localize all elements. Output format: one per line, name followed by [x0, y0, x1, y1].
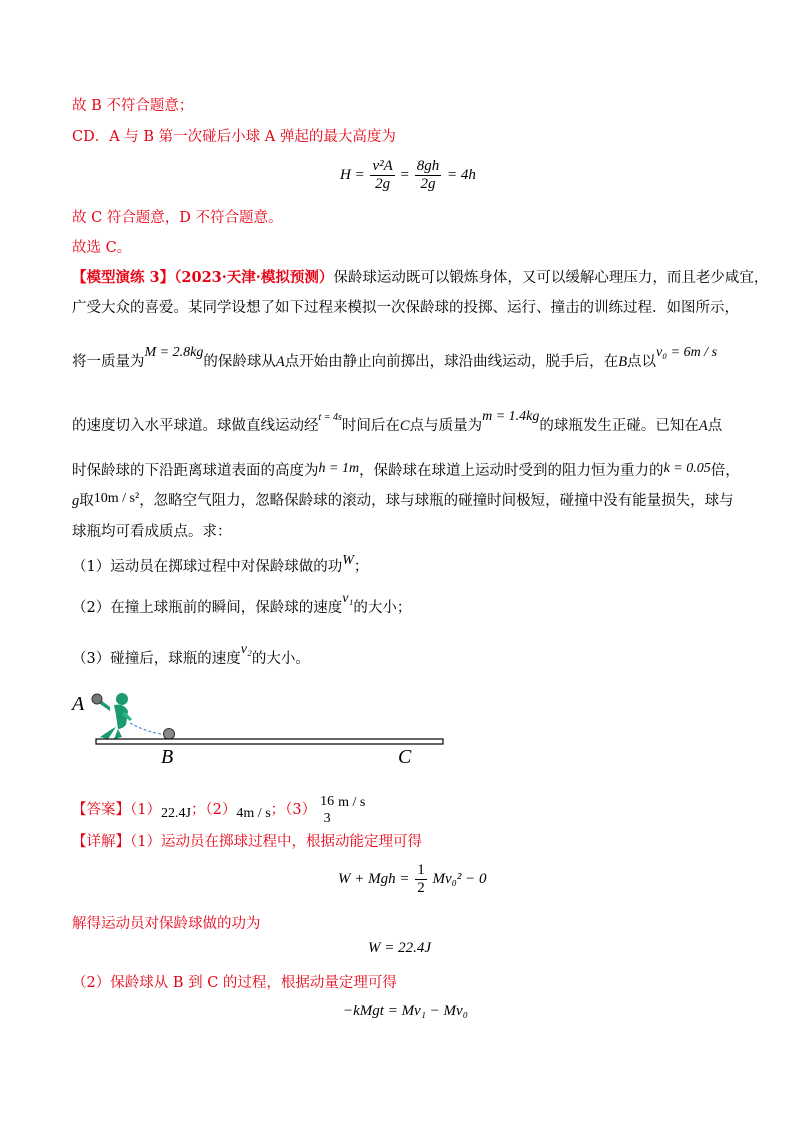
- equation-W: W = 22.4J: [368, 940, 432, 956]
- ball-B: [164, 729, 175, 740]
- text-line: （2）保龄球从 B 到 C 的过程，根据动量定理可得: [72, 975, 397, 991]
- trajectory: [130, 723, 168, 735]
- problem-line-3: 将一质量为M = 2.8kg的保龄球从A点开始由静止向前掷出，球沿曲线运动，脱手后，在B点以v₀ = 6m / s: [72, 345, 718, 370]
- bowler-figure: [100, 693, 132, 739]
- problem-line-2: 广受大众的喜爱。某同学设想了如下过程来模拟一次保龄球的投掷、运行、撞击的训练过程．如图所示，: [72, 300, 739, 316]
- problem-line-1: 【模型演练 3】（2023·天津·模拟预测）保龄球运动既可以锻炼身体，又可以缓解心理压力，而且老少咸宜，: [72, 269, 769, 286]
- ball-A: [92, 694, 102, 704]
- text-line: 故 C 符合题意，D 不符合题意。: [72, 210, 283, 226]
- label-A: A: [72, 693, 85, 715]
- text-line: 故选 C。: [72, 240, 132, 256]
- equation-impulse: −kMgt = Mv₁ − Mv₀: [343, 1003, 468, 1019]
- problem-line-7: 球瓶均可看成质点。求：: [72, 524, 232, 540]
- question-1: （1）运动员在掷球过程中对保龄球做的功W；: [72, 553, 369, 575]
- equation-work: W + Mgh = $\frac{1}{2}$ Mv₀² − 0: [338, 862, 487, 896]
- question-2: （2）在撞上球瓶前的瞬间，保龄球的速度v₁的大小；: [72, 591, 412, 616]
- lane: [96, 739, 443, 744]
- question-3: （3）碰撞后，球瓶的速度v₂的大小。: [72, 642, 310, 667]
- text-line: 故 B 不符合题意；: [72, 98, 194, 114]
- text-line: CD．A 与 B 第一次碰后小球 A 弹起的最大高度为: [72, 129, 396, 145]
- detail-line: 【详解】（1）运动员在掷球过程中，根据动能定理可得: [72, 834, 422, 850]
- label-C: C: [398, 746, 412, 768]
- text-line: 解得运动员对保龄球做的功为: [72, 916, 261, 932]
- problem-line-5: 时保龄球的下沿距离球道表面的高度为h = 1m，保龄球在球道上运动时受到的阻力恒为重力的k = 0.05倍，: [72, 461, 740, 479]
- label-B: B: [161, 746, 174, 768]
- problem-line-4: 的速度切入水平球道。球做直线运动经$^{t = 4s}$时间后在C点与质量为m = 1.4kg的球瓶发生正碰。已知在A点: [72, 409, 723, 434]
- bowling-diagram: [70, 685, 450, 770]
- problem-line-6: g取10m / s²，忽略空气阻力，忽略保龄球的滚动，球与球瓶的碰撞时间极短，碰撞中没有能量损失，球与: [72, 491, 734, 509]
- answer-line: 【答案】（1）22.4J；（2）4m / s；（3） 16 3 m / s: [72, 794, 366, 826]
- equation-H: H = $\frac{\text{v²A}}{2g}$ = $\frac{8gh}{2g}$ = 4h: [340, 158, 476, 192]
- model-tag: 【模型演练 3】（2023·天津·模拟预测）: [72, 269, 334, 286]
